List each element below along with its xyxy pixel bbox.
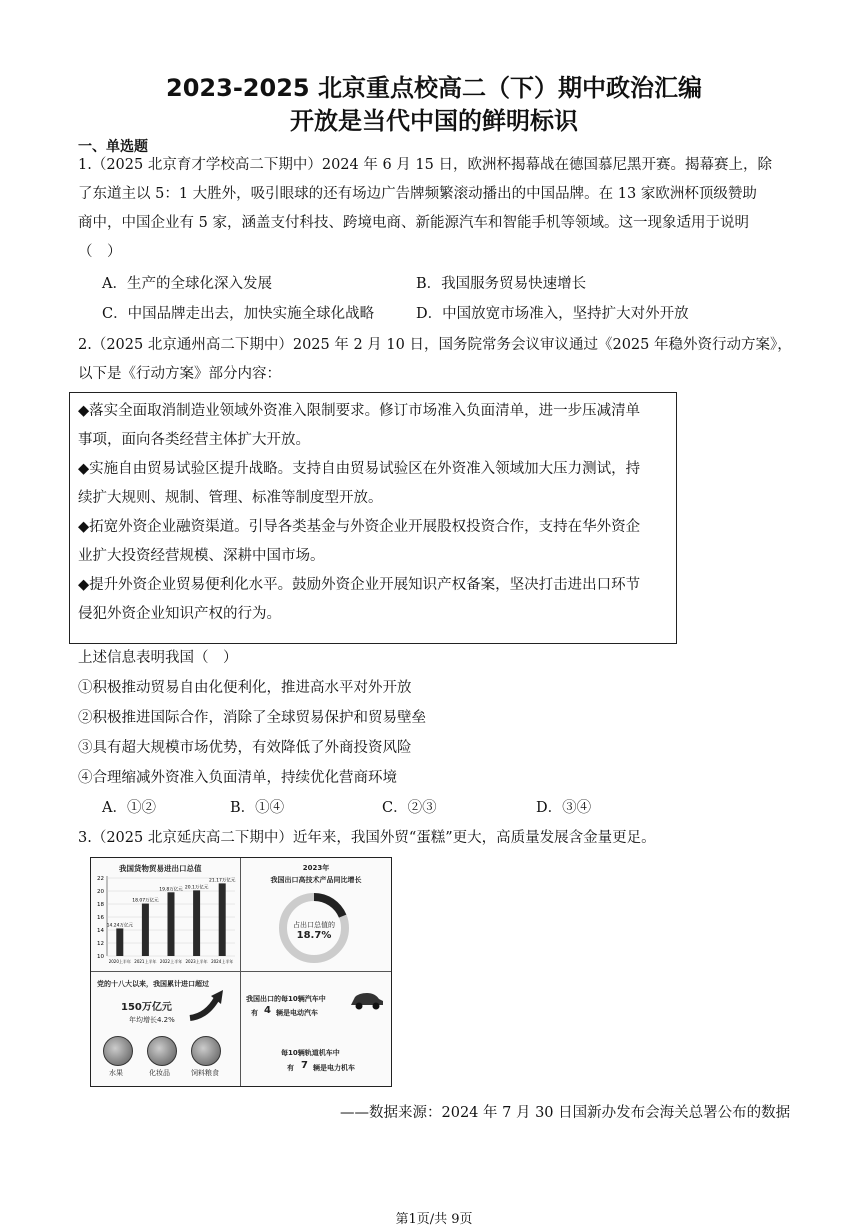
panel4-line2c: 辆是电力机车	[313, 1064, 355, 1072]
box-line: ◆拓宽外资企业融资渠道。引导各类基金与外资企业开展股权投资合作，支持在华外资企	[78, 519, 641, 535]
q2-line2: 以下是《行动方案》部分内容：	[78, 366, 281, 382]
cosmetics-icon	[147, 1036, 177, 1066]
panel3-value: 150万亿元	[121, 1002, 172, 1013]
panel4-line1a: 我国出口的每10辆汽车中	[246, 995, 326, 1003]
bar-data-label: 20.1万亿元	[184, 885, 209, 891]
panel2-year: 2023年	[302, 864, 330, 872]
y-tick-label: 22	[97, 876, 104, 882]
panel4-line2a: 每10辆轨道机车中	[281, 1049, 340, 1057]
q2-option-c: C．②③	[382, 800, 437, 816]
q1-option-b: B．我国服务贸易快速增长	[416, 276, 587, 292]
bar	[116, 928, 123, 956]
q2-line1: 2.（2025 北京通州高二下期中）2025 年 2 月 10 日，国务院常务会议审议通过《2025 年稳外资行动方案》，	[78, 337, 792, 353]
y-tick-label: 14	[97, 928, 104, 934]
q2-item-4: ④合理缩减外资准入负面清单，持续优化营商环境	[78, 770, 397, 786]
panel2-title: 我国出口高技术产品同比增长	[270, 876, 362, 884]
q1-line2: 了东道主以 5：1 大胜外，吸引眼球的还有场边广告牌频繁滚动播出的中国品牌。在 13 家欧洲杯顶级赞助	[78, 186, 757, 202]
bar-chart	[91, 858, 239, 970]
bar	[219, 883, 226, 956]
panel4-line1c: 辆是电动汽车	[276, 1009, 318, 1017]
y-tick-label: 18	[97, 902, 104, 908]
q1-line3: 商中，中国企业有 5 家，涵盖支付科技、跨境电商、新能源汽车和智能手机等领域。这一现象适用于说明	[78, 215, 749, 231]
panel3-label: 化妆品	[149, 1069, 170, 1077]
box-line: 续扩大规则、规制、管理、标准等制度型开放。	[78, 490, 383, 506]
grain-icon	[191, 1036, 221, 1066]
bar	[193, 890, 200, 956]
divider	[240, 858, 241, 1086]
bar	[168, 892, 175, 956]
y-tick-label: 16	[97, 915, 104, 921]
page-subtitle: 开放是当代中国的鲜明标识	[290, 107, 578, 135]
panel3-title: 党的十八大以来，我国累计进口超过	[97, 980, 209, 988]
x-category-label: 2024上半年	[211, 959, 234, 964]
chart-title: 我国货物贸易进出口总值	[119, 864, 202, 873]
panel3-sub: 年均增长4.2%	[129, 1016, 175, 1024]
bar-data-label: 14.24万亿元	[106, 923, 133, 929]
x-category-label: 2023上半年	[185, 959, 208, 964]
y-tick-label: 20	[97, 889, 104, 895]
bar-data-label: 19.8万亿元	[159, 887, 183, 893]
data-figure	[90, 857, 392, 1087]
policy-box	[69, 392, 677, 644]
growth-arrow-icon	[187, 988, 227, 1022]
q2-option-d: D．③④	[536, 800, 592, 816]
donut-label: 占出口总值的	[293, 921, 335, 929]
section-heading: 一、单选题	[78, 139, 148, 155]
donut-value: 18.7%	[296, 930, 332, 941]
q3-line1: 3.（2025 北京延庆高二下期中）近年来，我国外贸“蛋糕”更大，高质量发展含金量更足。	[78, 830, 656, 846]
q2-stem: 上述信息表明我国（ ）	[78, 650, 238, 666]
x-category-label: 2021上半年	[134, 959, 157, 964]
bar-data-label: 18.07万亿元	[132, 898, 159, 904]
panel3-label: 水果	[109, 1069, 123, 1077]
page-title: 2023-2025 北京重点校高二（下）期中政治汇编	[166, 74, 702, 102]
y-tick-label: 12	[97, 941, 104, 947]
box-line: 业扩大投资经营规模、深耕中国市场。	[78, 548, 325, 564]
bar	[142, 904, 149, 956]
q1-line1: 1.（2025 北京育才学校高二下期中）2024 年 6 月 15 日，欧洲杯揭幕战在德国慕尼黑开赛。揭幕赛上，除	[78, 157, 772, 173]
panel3-label: 饲料粮食	[191, 1069, 219, 1077]
q2-item-3: ③具有超大规模市场优势，有效降低了外商投资风险	[78, 740, 412, 756]
q2-option-a: A．①②	[102, 800, 156, 816]
box-line: 事项，面向各类经营主体扩大开放。	[78, 432, 310, 448]
panel4-num2: 7	[301, 1060, 308, 1071]
q2-option-b: B．①④	[230, 800, 285, 816]
box-line: ◆提升外资企业贸易便利化水平。鼓励外资企业开展知识产权备案，坚决打击进出口环节	[78, 577, 641, 593]
box-line: ◆实施自由贸易试验区提升战略。支持自由贸易试验区在外资准入领域加大压力测试，持	[78, 461, 641, 477]
bar-data-label: 21.17万亿元	[209, 878, 236, 884]
x-category-label: 2020上半年	[108, 959, 131, 964]
x-category-label: 2022上半年	[159, 959, 183, 964]
q1-option-a: A．生产的全球化深入发展	[102, 276, 272, 292]
car-icon	[349, 989, 385, 1011]
q2-item-1: ①积极推动贸易自由化便利化，推进高水平对外开放	[78, 680, 412, 696]
panel4-line2b: 有	[287, 1064, 294, 1072]
divider	[91, 971, 391, 972]
q1-option-d: D．中国放宽市场准入，坚持扩大对外开放	[416, 306, 689, 322]
fruit-icon	[103, 1036, 133, 1066]
q2-item-2: ②积极推进国际合作，消除了全球贸易保护和贸易壁垒	[78, 710, 426, 726]
y-tick-label: 10	[97, 954, 104, 960]
panel4-line1b: 有	[251, 1009, 258, 1017]
data-source: ——数据来源：2024 年 7 月 30 日国新办发布会海关总署公布的数据	[340, 1105, 791, 1121]
page-footer: 第1页/共 9页	[395, 1212, 473, 1227]
box-line: 侵犯外资企业知识产权的行为。	[78, 606, 281, 622]
box-line: ◆落实全面取消制造业领域外资准入限制要求。修订市场准入负面清单，进一步压减清单	[78, 403, 641, 419]
q1-option-c: C．中国品牌走出去，加快实施全球化战略	[102, 306, 375, 322]
panel4-num1: 4	[264, 1005, 271, 1016]
q1-line4: （ ）	[78, 244, 122, 260]
